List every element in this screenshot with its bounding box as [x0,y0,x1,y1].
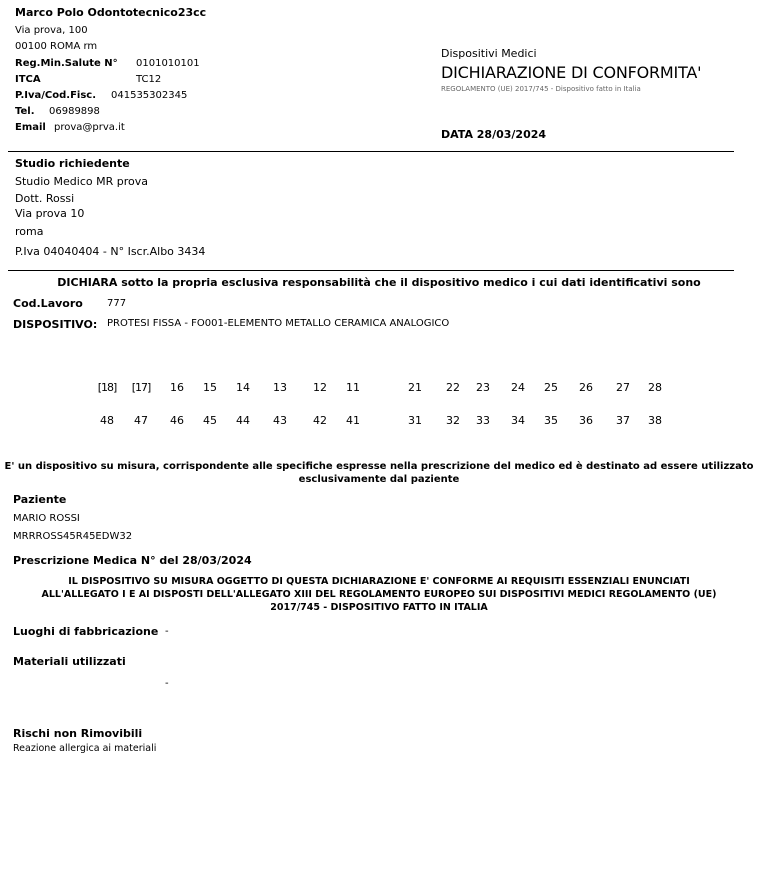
piva-value: 041535302345 [111,90,188,101]
studio-doctor: Dott. Rossi [15,192,75,205]
tooth-23: 23 [476,381,490,394]
tooth-34: 34 [511,414,525,427]
email-value: prova@prva.it [54,122,125,133]
custom-device-statement: E' un dispositivo su misura, corrispondente alle specifiche espresse nella prescrizione del medico ed è destinato ad essere utilizzato esclusivamente dal paziente [4,461,754,485]
tooth-28: 28 [648,381,662,394]
tooth-45: 45 [203,414,217,427]
tooth-21: 21 [408,381,422,394]
itca-value: TC12 [136,74,162,85]
materials-value: - [165,678,169,689]
tooth-32: 32 [446,414,460,427]
manufacturing-label: Luoghi di fabbricazione [13,625,159,638]
tooth-44: 44 [236,414,250,427]
email-label: Email [15,122,46,133]
materials-label: Materiali utilizzati [13,655,126,668]
reg-label: Reg.Min.Salute N° [15,58,118,69]
risks-label: Rischi non Rimovibili [13,727,143,740]
tooth-31: 31 [408,414,422,427]
reg-value: 0101010101 [136,58,200,69]
work-code-value: 777 [107,298,127,309]
manufacturing-value: - [165,626,169,637]
tooth-26: 26 [579,381,593,394]
conformity-line3: 2017/745 - DISPOSITIVO FATTO IN ITALIA [270,602,488,613]
tooth-33: 33 [476,414,490,427]
tooth-22: 22 [446,381,460,394]
tooth-13: 13 [273,381,287,394]
work-code-label: Cod.Lavoro [13,297,83,310]
tooth-35: 35 [544,414,558,427]
studio-label: Studio richiedente [15,157,130,170]
tooth-43: 43 [273,414,287,427]
tooth-27: 27 [616,381,630,394]
conformity-line1: IL DISPOSITIVO SU MISURA OGGETTO DI QUESTA DICHIARAZIONE E' CONFORME AI REQUISITI ESSENZIALI ENUNCIATI [68,576,690,587]
tooth-14: 14 [236,381,250,394]
tooth-42: 42 [313,414,327,427]
lab-address-line1: Via prova, 100 [15,25,88,36]
tooth-47: 47 [134,414,148,427]
tooth-12: 12 [313,381,327,394]
tooth-25: 25 [544,381,558,394]
document-title: DICHIARAZIONE DI CONFORMITA' [441,63,702,82]
studio-name: Studio Medico MR prova [15,175,148,188]
tooth-41: 41 [346,414,360,427]
lab-name: Marco Polo Odontotecnico23cc [15,6,207,19]
declaration-text: DICHIARA sotto la propria esclusiva responsabilità che il dispositivo medico i cui dati identificativi sono [57,276,701,289]
tooth-36: 36 [579,414,593,427]
tooth-48: 48 [100,414,114,427]
tooth-11: 11 [346,381,360,394]
tooth-24: 24 [511,381,525,394]
conformity-line2: ALL'ALLEGATO I E AI DISPOSTI DELL'ALLEGATO XIII DEL REGOLAMENTO EUROPEO SUI DISPOSITIVI MEDICI REGOLAMENTO (UE) [41,589,717,600]
piva-label: P.Iva/Cod.Fisc. [15,90,97,101]
tooth-16: 16 [170,381,184,394]
tel-value: 06989898 [49,106,100,117]
itca-label: ITCA [15,74,41,85]
tooth-18-selected: [18] [97,381,117,394]
patient-name: MARIO ROSSI [13,513,80,524]
tooth-17-selected: [17] [131,381,151,394]
patient-label: Paziente [13,493,67,506]
document-category: Dispositivi Medici [441,47,537,60]
tooth-15: 15 [203,381,217,394]
tel-label: Tel. [15,106,35,117]
tooth-37: 37 [616,414,630,427]
studio-address: Via prova 10 [15,207,85,220]
tooth-38: 38 [648,414,662,427]
divider [8,270,734,271]
device-value: PROTESI FISSA - FO001-ELEMENTO METALLO CERAMICA ANALOGICO [107,318,450,329]
device-label: DISPOSITIVO: [13,318,98,331]
document-subtitle: REGOLAMENTO (UE) 2017/745 - Dispositivo fatto in Italia [441,85,641,93]
studio-city: roma [15,225,44,238]
divider [8,151,734,152]
studio-piva: P.Iva 04040404 - N° Iscr.Albo 3434 [15,245,206,258]
lab-address-line2: 00100 ROMA rm [15,41,98,52]
document-date: DATA 28/03/2024 [441,128,547,141]
tooth-46: 46 [170,414,184,427]
patient-code: MRRROSS45R45EDW32 [13,531,133,542]
risks-value: Reazione allergica ai materiali [13,743,157,754]
prescription-line: Prescrizione Medica N° del 28/03/2024 [13,554,252,567]
